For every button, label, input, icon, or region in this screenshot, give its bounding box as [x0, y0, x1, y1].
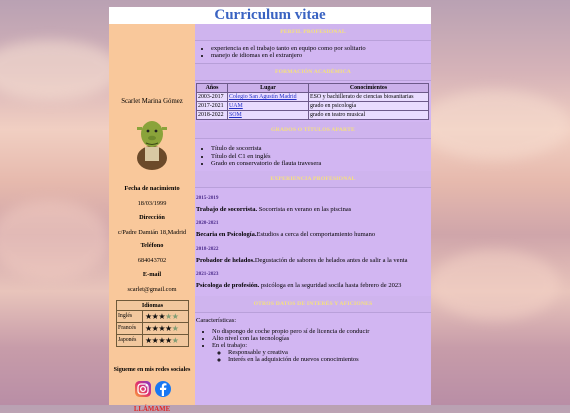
other-sublist — [212, 349, 431, 363]
experience-entry — [196, 257, 431, 264]
other-list — [196, 328, 431, 364]
instagram-icon[interactable] — [134, 380, 152, 398]
experience-desc: Estudios a cerca del comportamiento humano — [256, 231, 376, 239]
years-cell: 2003-2017 — [197, 93, 228, 102]
column-header: Años — [197, 84, 228, 93]
other-section — [195, 313, 431, 364]
main-content — [195, 24, 431, 405]
star-filled-icon: ★ — [158, 312, 166, 321]
section-header-experience: EXPERIENCIA PROFESIONAL — [195, 171, 431, 188]
place-link[interactable]: Colegio San Agustín Madrid — [229, 94, 297, 101]
experience-role: Trabajo de socorrista. — [196, 206, 258, 214]
language-row — [117, 311, 188, 323]
star-filled-icon: ★ — [145, 324, 152, 333]
left-sidebar — [109, 24, 195, 413]
address-label: Dirección — [139, 214, 165, 221]
table-row — [197, 102, 429, 111]
table-row — [197, 93, 429, 102]
social-title: Sigueme en mis redes sociales — [113, 367, 191, 373]
star-filled-icon: ★ — [151, 324, 159, 333]
page-title: Curriculum vitae — [214, 7, 326, 23]
years-cell: 2018-2022 — [197, 111, 228, 120]
experience-date: 2021-2023 — [196, 271, 219, 278]
social-icons — [134, 380, 174, 398]
column-header: Conocimientos — [309, 84, 429, 93]
address-value: c/Padre Damián 18,Madrid — [117, 229, 187, 236]
list-item: • Título del C1 en inglés — [211, 153, 431, 160]
phone-value: 684043702 — [137, 257, 167, 264]
degrees-section — [195, 139, 431, 171]
sublist-item: ◦ Responsable y creativa — [228, 349, 431, 356]
profile-section — [195, 41, 431, 63]
star-filled-icon: ★ — [151, 336, 159, 345]
languages-table — [116, 300, 189, 347]
column-header: Lugar — [228, 84, 309, 93]
section-header-education: FORMACIÓN ACADÉMICA — [195, 64, 431, 81]
star-filled-icon: ★ — [158, 336, 166, 345]
cv-page — [109, 7, 431, 413]
place-cell — [228, 111, 309, 120]
years-cell: 2017-2021 — [197, 102, 228, 111]
list-item: • experiencia en el trabajo tanto en equipo como por solitario — [211, 45, 431, 52]
star-filled-icon: ★ — [145, 336, 152, 345]
place-link[interactable]: UAM — [229, 103, 243, 110]
section-header-profile: PERFIL PROFESIONAL — [195, 24, 431, 41]
star-filled-icon: ★ — [165, 324, 172, 333]
rating-stars — [143, 335, 188, 346]
person-name: Scarlet Marina Gómez — [121, 98, 183, 105]
place-cell — [228, 93, 309, 102]
background-cloud — [0, 40, 120, 100]
call-me-label: LLÁMAME — [133, 406, 171, 413]
list-item — [212, 342, 431, 364]
education-table — [196, 83, 429, 120]
language-name: Japonés — [117, 335, 143, 346]
email-label: E-mail — [142, 271, 162, 278]
experience-entry — [196, 206, 431, 213]
background-cloud — [0, 200, 110, 280]
experience-desc: Socorrista en verano en las piscinas — [257, 206, 352, 214]
shrek-image — [132, 116, 172, 170]
facebook-icon[interactable] — [154, 380, 172, 398]
star-filled-icon: ★ — [151, 312, 159, 321]
title-bar — [109, 7, 431, 24]
place-link[interactable]: SOM — [229, 112, 242, 119]
background-cloud — [420, 90, 570, 160]
email-value: scarlet@gmail.com — [127, 286, 177, 293]
experience-role: Psicologa de profesión. — [196, 282, 260, 290]
star-empty-icon: ★ — [171, 336, 179, 345]
language-row — [117, 323, 188, 335]
experience-entry — [196, 282, 431, 289]
rating-stars — [143, 311, 188, 322]
list-item: • manejo de idiomas en el extranjero — [211, 52, 431, 59]
star-filled-icon: ★ — [145, 312, 152, 321]
experience-entry — [196, 231, 431, 238]
experience-date: 2018-2022 — [196, 245, 219, 252]
experience-date: 2020-2021 — [196, 220, 219, 227]
experience-desc: psicóloga en la seguridad socila hasta febrero de 2023 — [259, 282, 402, 290]
background-cloud — [430, 250, 560, 320]
experience-role: Probador de helados. — [196, 256, 255, 264]
phone-label: Teléfono — [140, 242, 164, 249]
star-empty-icon: ★ — [165, 312, 172, 321]
other-intro: Características: — [196, 316, 237, 324]
languages-header: Idiomas — [117, 301, 188, 311]
rating-stars — [143, 323, 188, 334]
birth-label: Fecha de nacimiento — [124, 185, 180, 192]
section-header-other: OTROS DATOS DE INTERÉS Y AFICIONES — [195, 296, 431, 313]
experience-date: 2015-2019 — [196, 195, 219, 202]
place-cell — [228, 102, 309, 111]
birth-value: 18/03/1999 — [137, 200, 167, 207]
star-filled-icon: ★ — [165, 336, 172, 345]
star-empty-icon: ★ — [171, 324, 179, 333]
experience-section — [195, 195, 431, 290]
list-item: • Grado en conservatorio de flauta travesera — [211, 160, 431, 167]
language-name: Inglés — [117, 311, 143, 322]
list-item-text: En el trabajo: — [212, 342, 248, 350]
section-header-degrees: GRADOS O TÍTULOS APARTE — [195, 122, 431, 139]
language-name: Francés — [117, 323, 143, 334]
language-row — [117, 335, 188, 346]
list-item: • Alto nivel con las tecnologías — [212, 335, 431, 342]
star-empty-icon: ★ — [171, 312, 179, 321]
experience-desc: Degustación de sabores de helados antes de salir a la venta — [254, 256, 408, 264]
list-item: • Título de socorrista — [211, 145, 431, 152]
degrees-list — [195, 145, 431, 167]
table-row — [197, 111, 429, 120]
table-header-row — [197, 84, 429, 93]
star-filled-icon: ★ — [158, 324, 166, 333]
knowledge-cell: grado en teatro musical — [309, 111, 429, 120]
profile-list — [195, 45, 431, 59]
sublist-item: ◦ Interés en la adquisición de nuevos conocimientos — [228, 356, 431, 363]
experience-role: Becaria en Psicología. — [196, 231, 257, 239]
list-item: • No dispongo de coche propio pero sí de licencia de conducir — [212, 328, 431, 335]
knowledge-cell: ESO y bachillerato de ciencias biosanitarias — [309, 93, 429, 102]
knowledge-cell: grado en psicología — [309, 102, 429, 111]
